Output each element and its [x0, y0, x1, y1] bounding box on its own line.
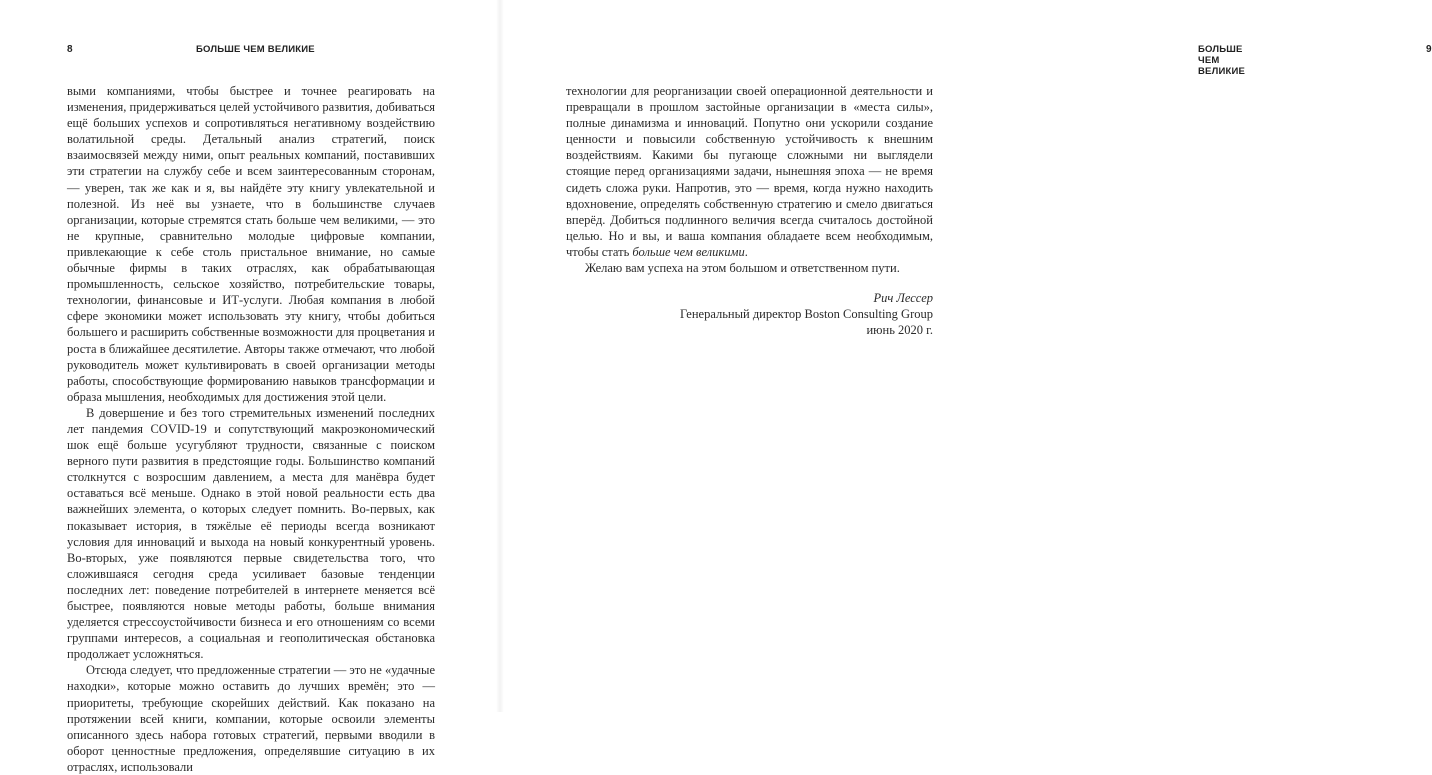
left-page	[0, 0, 500, 774]
signature-name: Рич Лессер	[873, 291, 933, 306]
right-paragraph-1	[566, 83, 933, 260]
right-paragraph-1-end: .	[744, 244, 748, 259]
right-paragraph-2: Желаю вам успеха на этом большом и ответственном пути.	[585, 261, 900, 276]
left-paragraph-3: Отсюда следует, что предложенные стратегии — это не «удачные находки», которые можно оставить до лучших времён; это — приоритеты, требующие скорейших действий. Как показано на протяжении всей книги, компании, которые освоили элементы описанного здесь набора готовых стратегий, первыми вводили в оборот ценностные предложения, определявшие ситуацию в их отраслях, использовали	[67, 663, 435, 774]
right-page-number: 9	[1426, 44, 1432, 55]
left-body-text	[67, 83, 435, 775]
right-paragraph-1-lead: технологии для реорганизации своей операционной деятельности и превращали в прошлом застойные организации в «места силы», полные динамизма и инноваций. Попутно они ускорили создание ценности и повысили собственную устойчивость к внешним воздействиям. Какими бы пугающе сложными ни выглядели стоящие перед организациями задачи, нынешняя эпоха — не время сидеть сложа руки. Напротив, это — время, когда нужно находить вдохновение, определять собственную стратегию и смело двигаться вперёд. Добиться подлинного величия всегда считалось достойной целью. Но и вы, и ваша компания обладаете всем необходимым, чтобы стать	[566, 84, 933, 259]
signature-date: июнь 2020 г.	[866, 323, 933, 338]
signature-block	[566, 290, 933, 338]
right-running-head: БОЛЬШЕ ЧЕМ ВЕЛИКИЕ	[1198, 44, 1246, 77]
signature-title: Генеральный директор Boston Consulting Group	[680, 307, 933, 322]
left-paragraph-2: В довершение и без того стремительных изменений последних лет пандемия COVID-19 и сопутствующий макроэкономический шок ещё больше усугубляют трудности, связанные с поиском верного пути развития в предстоящие годы. Большинство компаний столкнутся с возросшим давлением, а места для манёвра будет оставаться всё меньше. Однако в этой новой реальности есть два важнейших элемента, о которых следует помнить. Во-первых, как показывает история, в тяжёлые её периоды всегда возникают условия для инноваций и выхода на новый конкурентный уровень. Во-вторых, уже появляются первые свидетельства того, что сложившаяся сегодня среда усиливает базовые тенденции последних лет: поведение потребителей в интернете меняется всё быстрее, появляются новые методы работы, больше внимания уделяется стрессоустойчивости бизнеса и его отношениям со всеми группами интересов, а социальная и геополитическая обстановка продолжает усложняться.	[67, 405, 435, 662]
left-page-number: 8	[67, 44, 73, 55]
right-body-text	[566, 83, 933, 338]
left-paragraph-1: выми компаниями, чтобы быстрее и точнее реагировать на изменения, придерживаться целей устойчивого развития, добиваться ещё больших успехов и сопротивляться негативному воздействию волатильной среды. Детальный анализ стратегий, поиск взаимосвязей между ними, опыт реальных компаний, поставивших эти стратегии на службу себе и всем заинтересованным сторонам, — уверен, так же как и я, вы найдёте эту книгу увлекательной и полезной. Из неё вы узнаете, что в большинстве случаев организации, которые стремятся стать больше чем великими, — это не крупные, сравнительно молодые цифровые компании, привлекающие к себе столь пристальное внимание, но самые обычные фирмы в таких отраслях, как обрабатывающая промышленность, сельское хозяйство, потребительские товары, технологии, финансовые и ИТ-услуги. Любая компания в любой сфере экономики может использовать эту книгу, чтобы добиться большего и расширить собственные возможности для процветания и роста в ближайшее десятилетие. Авторы также отмечают, что любой руководитель может культивировать в своей организации методы работы, способствующие формированию навыков трансформации и образа мышления, необходимых для достижения этой цели.	[67, 84, 435, 404]
left-running-head: БОЛЬШЕ ЧЕМ ВЕЛИКИЕ	[196, 44, 315, 55]
right-paragraph-1-italic: больше чем великими	[632, 244, 745, 259]
